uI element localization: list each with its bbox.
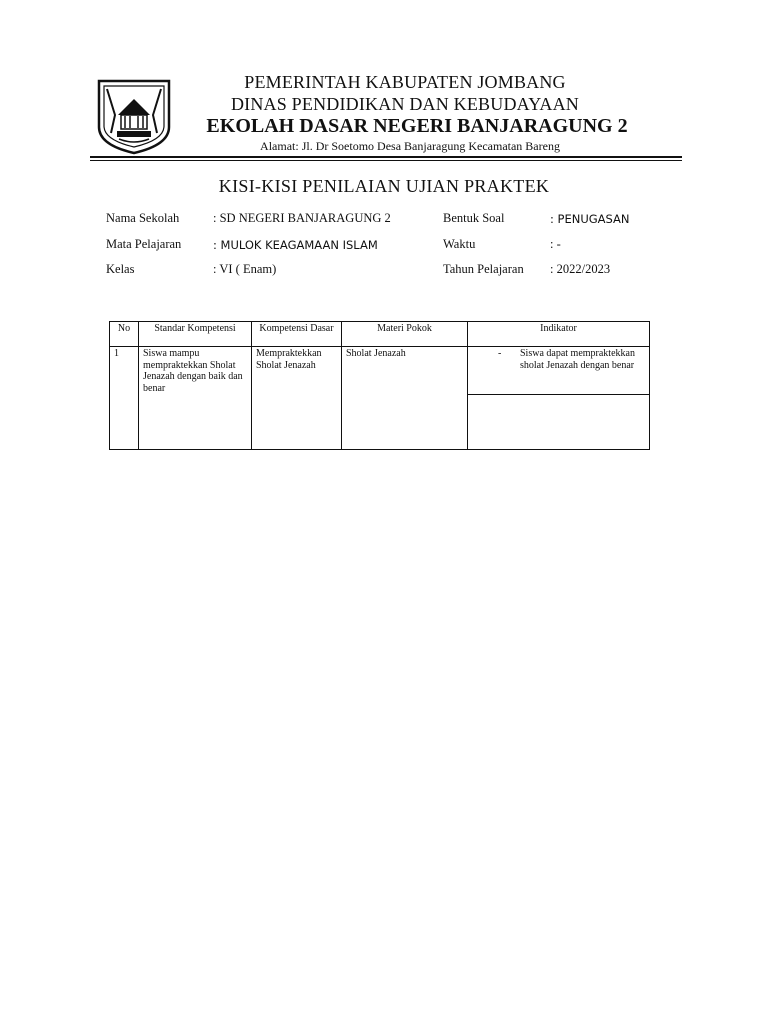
nama-sekolah-label: Nama Sekolah (106, 211, 180, 225)
document-title: KISI-KISI PENILAIAN UJIAN PRAKTEK (218, 176, 550, 196)
indikator-bullet: - (498, 348, 502, 359)
kisi-kisi-table (109, 321, 650, 450)
kelas-label: Kelas (106, 262, 135, 276)
col-header-materi-pokok: Materi Pokok (342, 322, 468, 347)
table-row (110, 347, 650, 395)
header-government: PEMERINTAH KABUPATEN JOMBANG (244, 72, 566, 92)
col-header-kompetensi-dasar: Kompetensi Dasar (252, 322, 342, 347)
waktu-label: Waktu (443, 237, 476, 251)
indikator-text: Siswa dapat mempraktekkan sholat Jenazah dengan benar (520, 348, 635, 371)
tahun-pelajaran-label: Tahun Pelajaran (443, 262, 524, 276)
tahun-pelajaran-value: : 2022/2023 (550, 262, 611, 276)
header-divider-thin (90, 160, 682, 161)
bentuk-soal-value: : PENUGASAN (550, 212, 630, 226)
header-divider (90, 156, 682, 158)
cell-standar-kompetensi: Siswa mampu mempraktekkan Sholat Jenazah dengan baik dan benar (139, 347, 252, 450)
bentuk-soal-label: Bentuk Soal (443, 211, 505, 225)
cell-indikator-empty (468, 395, 650, 450)
nama-sekolah-value: : SD NEGERI BANJARAGUNG 2 (213, 211, 391, 225)
mata-pelajaran-value: : MULOK KEAGAMAAN ISLAM (213, 238, 378, 252)
waktu-value: : - (550, 237, 561, 251)
cell-indikator (468, 347, 650, 395)
col-header-indikator: Indikator (468, 322, 650, 347)
header-department: DINAS PENDIDIKAN DAN KEBUDAYAAN (230, 94, 580, 114)
header-school-name: EKOLAH DASAR NEGERI BANJARAGUNG 2 (206, 115, 628, 137)
kelas-value: : VI ( Enam) (213, 262, 277, 276)
col-header-standar-kompetensi: Standar Kompetensi (139, 322, 252, 347)
cell-kompetensi-dasar: Mempraktekkan Sholat Jenazah (252, 347, 342, 450)
table-header-row (110, 322, 650, 347)
mata-pelajaran-label: Mata Pelajaran (106, 237, 182, 251)
cell-no: 1 (110, 347, 139, 450)
header-address: Alamat: Jl. Dr Soetomo Desa Banjaragung Kecamatan Bareng (260, 139, 560, 153)
col-header-no: No (110, 322, 139, 347)
cell-materi-pokok: Sholat Jenazah (342, 347, 468, 450)
